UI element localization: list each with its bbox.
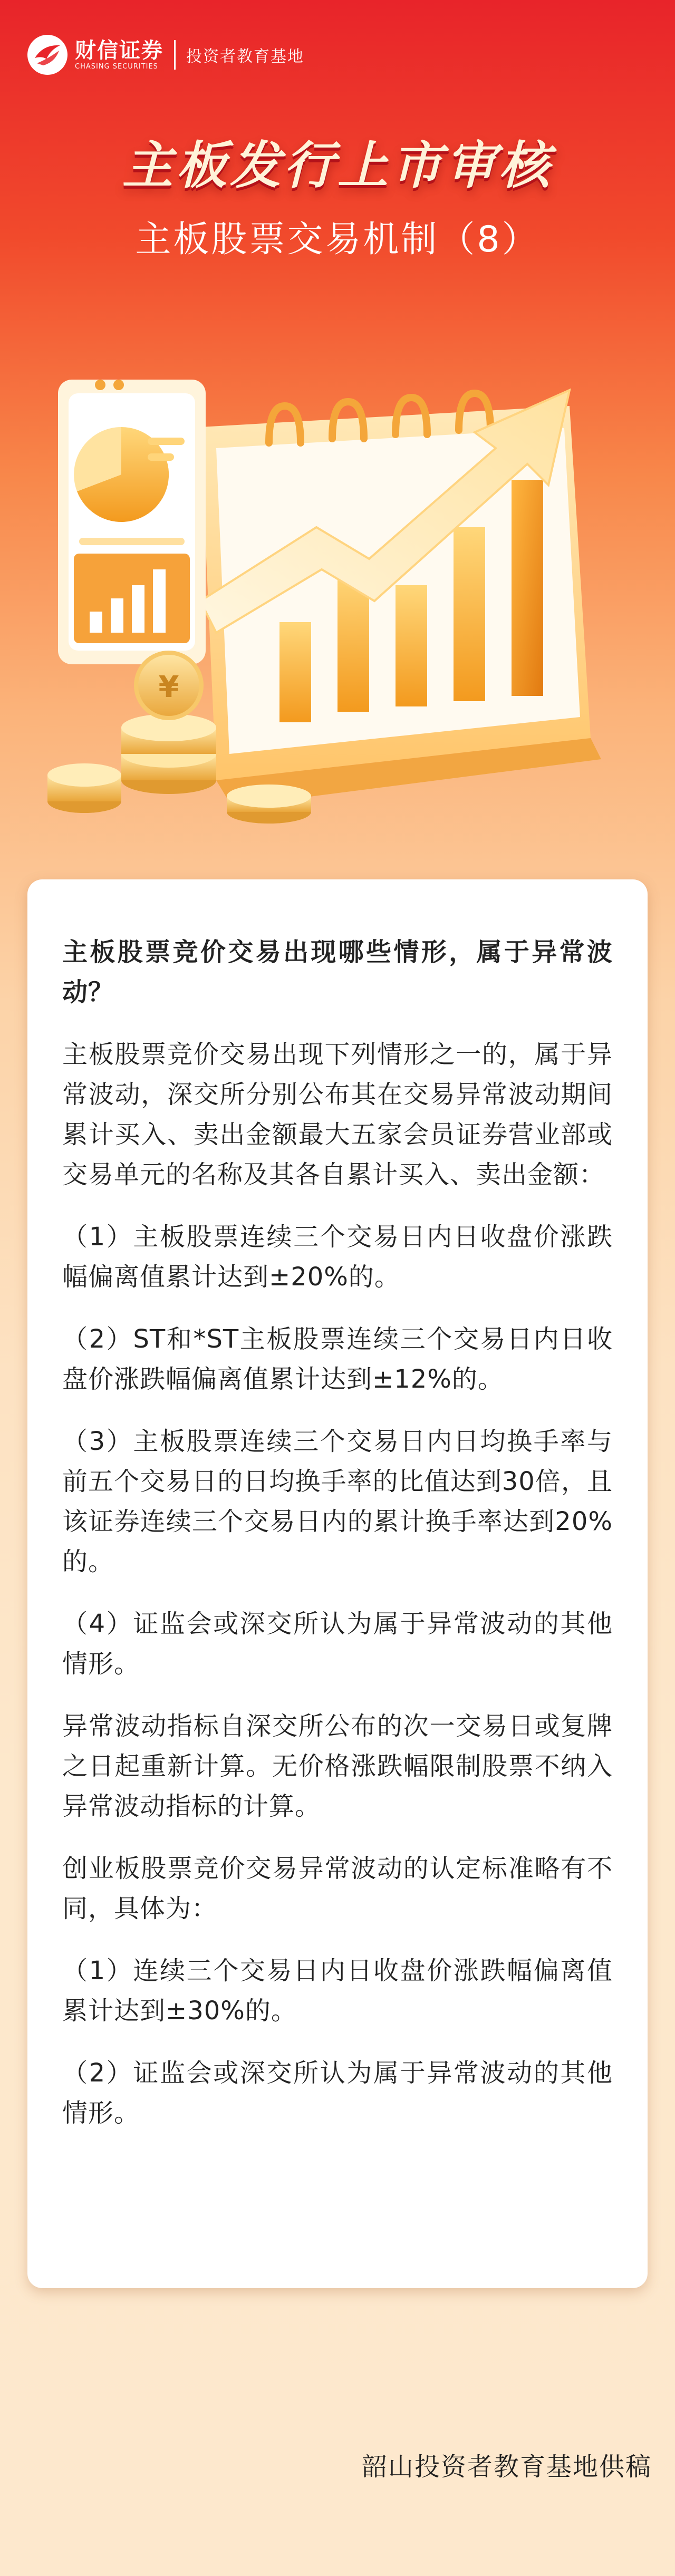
list-item: （2）证监会或深交所认为属于异常波动的其他情形。 — [62, 2058, 613, 2128]
page-title: 主板发行上市审核 — [122, 136, 553, 195]
hero-illustration — [42, 306, 633, 856]
list-item: （2）ST和*ST主板股票连续三个交易日内日收盘价涨跌幅偏离值累计达到±12%的。 — [62, 1324, 613, 1394]
note-paragraph: 异常波动指标自深交所公布的次一交易日或复牌之日起重新计算。无价格涨跌幅限制股票不纳入异常波动指标的计算。 — [62, 1711, 613, 1821]
brand-mark-icon — [27, 35, 68, 75]
question-text: 主板股票竞价交易出现哪些情形，属于异常波动？ — [62, 937, 613, 1007]
logo-divider — [174, 40, 176, 70]
list-item: （1）主板股票连续三个交易日内日收盘价涨跌幅偏离值累计达到±20%的。 — [62, 1222, 613, 1292]
footer-credit: 韶山投资者教育基地供稿 — [361, 2452, 652, 2482]
brand-name: 财信证券 — [75, 38, 163, 63]
bar-chart-icon — [74, 554, 190, 643]
content-card — [27, 879, 648, 2288]
intro-paragraph: 主板股票竞价交易出现下列情形之一的，属于异常波动，深交所分别公布其在交易异常波动期间累计买入、卖出金额最大五家会员证券营业部或交易单元的名称及其各自累计买入、卖出金额： — [62, 1040, 613, 1189]
brand-subtitle: 投资者教育基地 — [186, 47, 304, 66]
list-item: （4）证监会或深交所认为属于异常波动的其他情形。 — [62, 1609, 613, 1679]
page-subtitle: 主板股票交易机制（8） — [135, 219, 540, 260]
brand-name-block — [75, 38, 163, 71]
brand-english-name: CHASING SECURITIES — [75, 63, 158, 71]
list-item: （3）主板股票连续三个交易日内日均换手率与前五个交易日的日均换手率的比值达到30倍，且该证券连续三个交易日内的累计换手率达到20%的。 — [62, 1427, 613, 1576]
svg-text:¥: ¥ — [158, 670, 179, 704]
gem-intro-paragraph: 创业板股票竞价交易异常波动的认定标准略有不同，具体为： — [62, 1854, 613, 1923]
brand-logo — [27, 35, 304, 75]
list-item: （1）连续三个交易日内日收盘价涨跌幅偏离值累计达到±30%的。 — [62, 1956, 613, 2026]
